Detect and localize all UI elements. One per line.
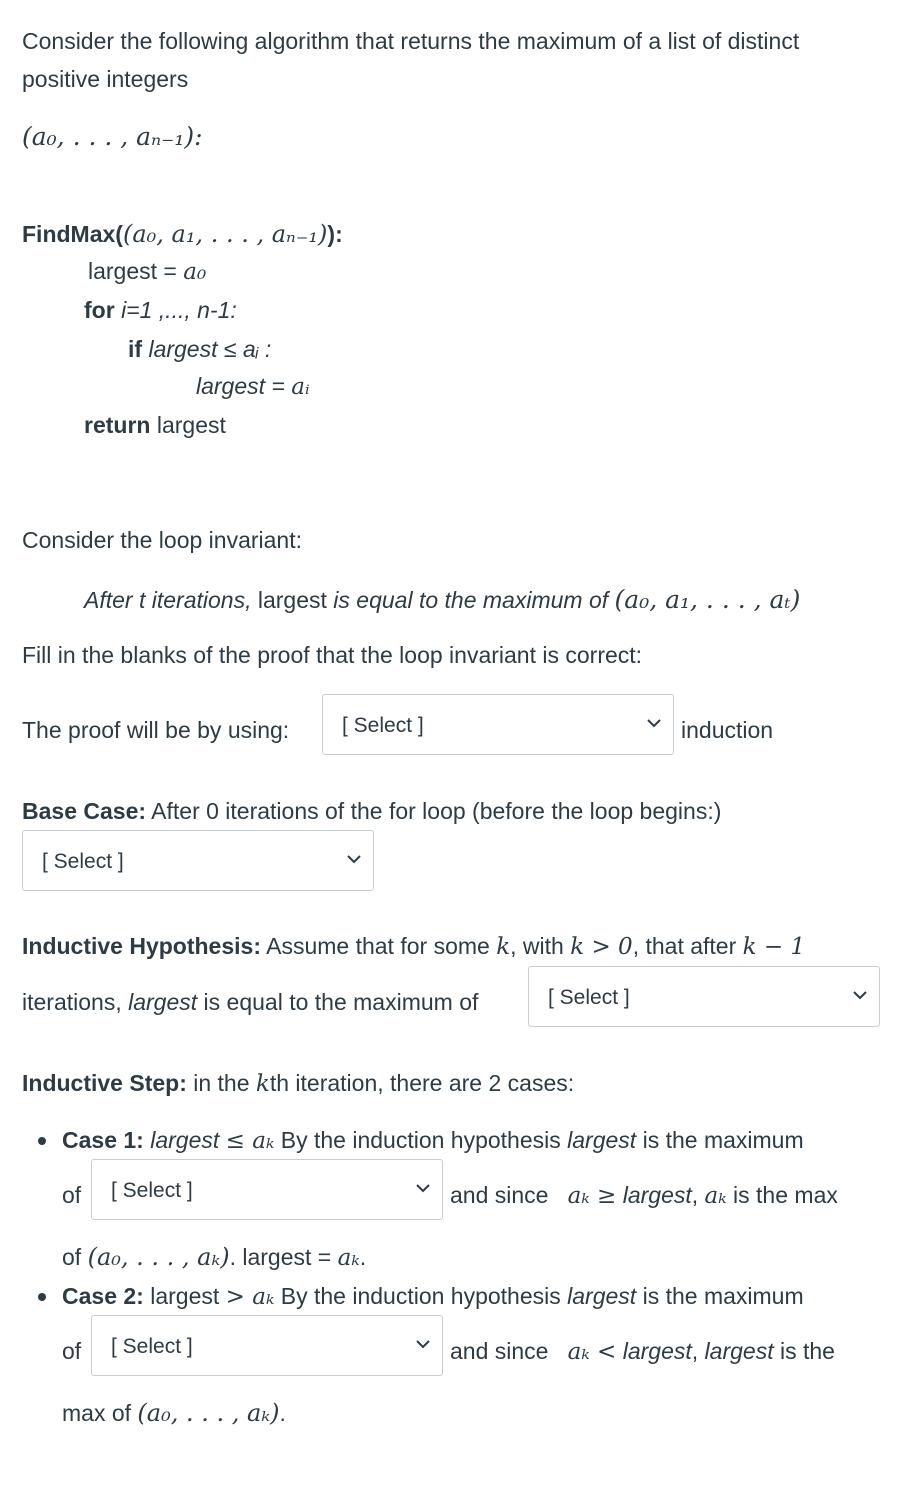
case-2-label: Case 2: xyxy=(62,1283,144,1309)
chevron-down-icon xyxy=(416,1340,430,1349)
hypothesis-line-1 xyxy=(22,933,805,960)
case-1-since-largest: largest xyxy=(622,1182,692,1208)
chevron-down-icon xyxy=(347,855,361,864)
case-2-since: and since xyxy=(450,1338,549,1364)
hypothesis-line2-start: iterations, xyxy=(22,989,129,1015)
code-line-init xyxy=(88,258,206,285)
hypothesis-line2-largest: largest xyxy=(128,989,198,1015)
code-signature xyxy=(22,220,343,248)
step-text-2: th iteration, there are 2 cases: xyxy=(269,1070,575,1096)
case-1-since-math: aₖ ≥ xyxy=(567,1183,617,1209)
invariant-italic-mid: is equal to the maximum of xyxy=(326,587,615,613)
code-line-if xyxy=(128,336,271,363)
case-2-since-math: aₖ < xyxy=(567,1339,617,1365)
hypothesis-line-2 xyxy=(22,989,478,1016)
case-2-line-1 xyxy=(62,1283,804,1310)
return-keyword: return xyxy=(84,412,151,438)
case-1-line3-mid: . largest = xyxy=(229,1244,338,1270)
hypothesis-cond: k > 0 xyxy=(570,934,633,960)
case-2-cond-math: > aₖ xyxy=(225,1284,275,1310)
case-1-bullet xyxy=(38,1137,46,1145)
case-2-text-end: is the maximum xyxy=(636,1283,804,1309)
case-2-largest: largest xyxy=(567,1283,637,1309)
proof-method-select-value: [ Select ] xyxy=(342,714,424,737)
invariant-instruction: Fill in the blanks of the proof that the loop invariant is correct: xyxy=(22,642,643,668)
for-keyword: for xyxy=(84,297,115,323)
invariant-italic-start: After t iterations, xyxy=(84,587,258,613)
hypothesis-select-value: [ Select ] xyxy=(548,986,630,1009)
for-range: i=1 ,..., n-1: xyxy=(121,297,237,323)
case-1-largest: largest xyxy=(567,1127,637,1153)
code-line-for xyxy=(84,297,237,324)
invariant-heading: Consider the loop invariant: xyxy=(22,527,302,553)
intro-line-2: positive integers xyxy=(22,66,189,92)
base-case-line xyxy=(22,798,721,825)
hypothesis-select[interactable] xyxy=(528,966,880,1027)
proof-method-suffix: induction xyxy=(681,717,774,743)
case-1-since-ak: aₖ xyxy=(704,1183,727,1209)
case-1-select[interactable] xyxy=(91,1159,443,1220)
chevron-down-icon xyxy=(853,991,867,1000)
case-1-line3-tuple: (a₀, . . . , aₖ) xyxy=(87,1243,230,1271)
case-2-since-comma: , xyxy=(691,1338,705,1364)
assign-label: largest = xyxy=(196,373,292,399)
case-1-of: of xyxy=(62,1182,82,1208)
case-2-select[interactable] xyxy=(91,1315,443,1376)
init-label: largest = xyxy=(88,258,184,284)
signature-args: (a₀, a₁, . . . , aₙ₋₁) xyxy=(122,220,328,248)
if-condition: largest ≤ aᵢ : xyxy=(148,336,272,362)
case-2-bullet xyxy=(38,1293,46,1301)
base-case-select-value: [ Select ] xyxy=(42,850,124,873)
case-2-select-value: [ Select ] xyxy=(111,1335,193,1358)
chevron-down-icon xyxy=(647,719,661,728)
case-2-line-3 xyxy=(62,1399,286,1427)
chevron-down-icon xyxy=(416,1184,430,1193)
case-1-select-value: [ Select ] xyxy=(111,1179,193,1202)
case-1-since: and since xyxy=(450,1182,549,1208)
if-keyword: if xyxy=(128,336,143,362)
case-1-line3-ak: aₖ xyxy=(337,1245,360,1271)
hypothesis-k: k xyxy=(496,934,511,960)
base-case-heading: Base Case: xyxy=(22,798,147,824)
case-2-line3-end: . xyxy=(279,1400,286,1426)
base-case-select[interactable] xyxy=(22,830,374,891)
case-2-since-end: is the xyxy=(773,1338,835,1364)
proof-method-label: The proof will be by using: xyxy=(22,717,290,743)
assign-value: aᵢ xyxy=(291,374,310,400)
case-1-since-line xyxy=(450,1182,838,1209)
case-2-of: of xyxy=(62,1338,82,1364)
step-heading: Inductive Step: xyxy=(22,1070,187,1096)
invariant-tuple: (a₀, a₁, . . . , aₜ) xyxy=(614,585,801,614)
step-line xyxy=(22,1070,574,1097)
hypothesis-heading: Inductive Hypothesis: xyxy=(22,933,261,959)
case-2-since-largest-2: largest xyxy=(704,1338,774,1364)
case-1-line3-end: . xyxy=(359,1244,367,1270)
signature-name: FindMax( xyxy=(22,221,123,247)
proof-method-select[interactable] xyxy=(322,694,674,755)
invariant-largest: largest xyxy=(257,587,327,613)
case-2-since-largest: largest xyxy=(622,1338,692,1364)
case-2-line3-start: max of xyxy=(62,1400,138,1426)
case-1-text: By the induction hypothesis xyxy=(274,1127,568,1153)
case-2-cond-largest: largest xyxy=(150,1283,220,1309)
invariant-statement xyxy=(84,585,800,614)
case-2-since-line xyxy=(450,1338,835,1365)
case-1-cond-math: ≤ aₖ xyxy=(225,1128,275,1154)
case-2-text: By the induction hypothesis xyxy=(274,1283,568,1309)
hypothesis-text-3: , that after xyxy=(632,933,743,959)
case-1-text-end: is the maximum xyxy=(636,1127,804,1153)
case-1-cond-largest: largest xyxy=(150,1127,220,1153)
case-1-line-3 xyxy=(62,1243,366,1271)
hypothesis-text-1: Assume that for some xyxy=(260,933,497,959)
code-line-return xyxy=(84,412,226,439)
step-k: k xyxy=(255,1071,270,1097)
case-1-line3-of: of xyxy=(62,1244,88,1270)
code-line-assign xyxy=(196,373,310,400)
case-1-label: Case 1: xyxy=(62,1127,144,1153)
step-text-1: in the xyxy=(186,1070,256,1096)
intro-line-1: Consider the following algorithm that returns the maximum of a list of distinct xyxy=(22,28,800,54)
hypothesis-text-2: , with xyxy=(510,933,571,959)
case-2-line3-tuple: (a₀, . . . , aₖ) xyxy=(137,1399,280,1427)
base-case-text: After 0 iterations of the for loop (before the loop begins:) xyxy=(146,798,722,824)
init-value: a₀ xyxy=(183,259,207,285)
intro-list: (a₀, . . . , aₙ₋₁): xyxy=(22,122,203,151)
case-1-line-1 xyxy=(62,1127,804,1154)
case-1-since-end: is the max xyxy=(726,1182,838,1208)
hypothesis-line2-end: is equal to the maximum of xyxy=(197,989,479,1015)
signature-end: ): xyxy=(327,221,343,247)
case-1-since-comma: , xyxy=(691,1182,705,1208)
return-value: largest xyxy=(156,412,226,438)
hypothesis-expr: k − 1 xyxy=(742,934,806,960)
